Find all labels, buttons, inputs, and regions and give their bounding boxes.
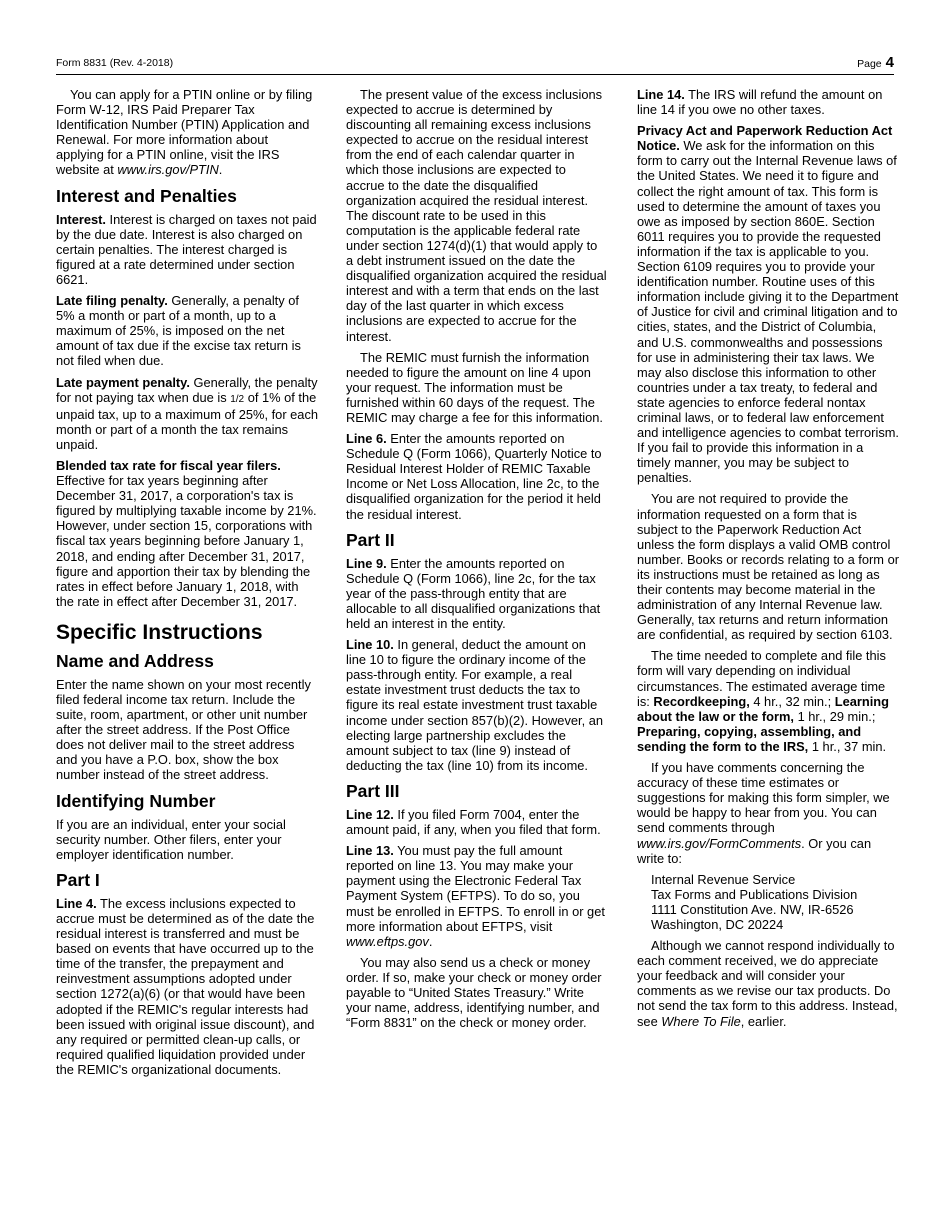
time-learning-value: 1 hr., 29 min.; bbox=[794, 708, 876, 724]
line-13-end: . bbox=[428, 933, 433, 949]
fraction-half: 1/2 bbox=[230, 393, 245, 405]
line-13-body: You must pay the full amount reported on line 13. You may make your payment using the Electronic Federal Tax Payment System (EFTPS). To do so, you must be enrolled in EFTPS. To enroll in or get more information about EFTPS, visit bbox=[346, 843, 605, 934]
comments-end: . Or you can write to: bbox=[637, 835, 872, 866]
blended-title: Blended tax rate for fiscal year filers. bbox=[56, 457, 281, 473]
closing-end: , earlier. bbox=[740, 1013, 787, 1029]
line-14-title: Line 14. bbox=[637, 87, 685, 102]
heading-name-address: Name and Address bbox=[56, 650, 214, 671]
line-12-paragraph bbox=[346, 807, 608, 837]
remic-paragraph: The REMIC must furnish the information needed to figure the amount on line 4 upon your request. The information must be furnished within 60 days of the request. The REMIC may charge a fee for this information. bbox=[346, 349, 603, 425]
check-paragraph: You may also send us a check or money order. If so, make your check or money order payable to “United States Treasury.” Write your name, address, identifying number, and “Form 8831” on the check or money order. bbox=[346, 954, 602, 1031]
form-comments-url: www.irs.gov/FormComments bbox=[637, 835, 802, 851]
line-12-body: If you filed Form 7004, enter the amount paid, if any, when you filed that form. bbox=[346, 806, 601, 838]
address-line-3: 1111 Constitution Ave. NW, IR-6526 bbox=[651, 901, 854, 917]
omb-paragraph: You are not required to provide the information requested on a form that is subject to the Paperwork Reduction Act unless the form displays a valid OMB control number. Books or records relating to a form or its instructions must be retained as long as their contents may become material in the administration of any Internal Revenue law. Generally, tax returns and return information are confidential, as required by section 6103. bbox=[637, 491, 899, 643]
eftps-url: www.eftps.gov bbox=[346, 933, 429, 949]
time-preparing-label: Preparing, copying, assembling, and sending the form to the IRS, bbox=[637, 723, 862, 754]
late-payment-body-2: of 1% of the unpaid tax, up to a maximum of 25%, for each month or part of a month the tax remains unpaid. bbox=[56, 389, 319, 452]
late-filing-paragraph bbox=[56, 293, 318, 368]
late-payment-body-1: Generally, the penalty for not paying tax when due is bbox=[56, 374, 318, 405]
closing-paragraph bbox=[637, 938, 899, 1029]
closing-body: Although we cannot respond individually to each comment received, we do appreciate your feedback and will consider your comments as we revise our tax products. Do not send the tax form to this address. Instead, see bbox=[637, 938, 898, 1029]
interest-body: Interest is charged on taxes not paid by the due date. Interest is also charged on certain penalties. The interest charged is figured at a rate determined under section 6621. bbox=[56, 211, 317, 287]
identifying-paragraph: If you are an individual, enter your social security number. Other filers, enter your employer identification number. bbox=[56, 816, 286, 862]
page-indicator bbox=[857, 54, 894, 71]
heading-part-2: Part II bbox=[346, 529, 395, 550]
page-label: Page bbox=[857, 58, 882, 70]
line-10-paragraph bbox=[346, 637, 608, 773]
column-3 bbox=[637, 87, 899, 1035]
time-estimate-paragraph bbox=[637, 648, 899, 754]
interest-paragraph bbox=[56, 212, 318, 287]
time-recordkeeping-label: Recordkeeping, bbox=[653, 693, 750, 709]
heading-identifying-number: Identifying Number bbox=[56, 790, 216, 811]
line-14-body: The IRS will refund the amount on line 14 if you owe no other taxes. bbox=[637, 87, 883, 118]
ptin-paragraph bbox=[56, 87, 318, 178]
address-line-2: Tax Forms and Publications Division bbox=[651, 886, 858, 902]
ptin-end: . bbox=[218, 162, 223, 178]
time-preparing-value: 1 hr., 37 min. bbox=[808, 738, 887, 754]
heading-part-1: Part I bbox=[56, 869, 100, 890]
comments-body: If you have comments concerning the accuracy of these time estimates or suggestions for making this form simpler, we would be happy to hear from you. You can send comments through bbox=[637, 760, 890, 836]
line-9-body: Enter the amounts reported on Schedule Q (Form 1066), line 2c, for the tax year of the pass-through entity that are allocable to all disqualified organizations that held an interest in the entity. bbox=[346, 555, 601, 631]
irs-address bbox=[651, 872, 899, 932]
where-to-file-ref: Where To File bbox=[661, 1013, 741, 1029]
time-intro: The time needed to complete and file this form will vary depending on individual circumstances. The estimated average time is: bbox=[637, 648, 886, 709]
line-9-title: Line 9. bbox=[346, 555, 387, 571]
line-10-body: In general, deduct the amount on line 10 to figure the ordinary income of the pass-through entity. For example, a real estate investment trust deducts the tax to figure its real estate investment trust taxable income under section 857(b)(2). However, an electing large partnership excludes the amount subject to tax (line 9) instead of deducting the tax (line 10) from its income. bbox=[346, 637, 604, 773]
privacy-title: Privacy Act and Paperwork Reduction Act Notice. bbox=[637, 123, 893, 154]
privacy-paragraph bbox=[637, 123, 899, 485]
line-6-paragraph bbox=[346, 431, 608, 522]
line-4-title: Line 4. bbox=[56, 895, 97, 911]
line-14-paragraph bbox=[637, 87, 899, 117]
ptin-text: You can apply for a PTIN online or by filing Form W-12, IRS Paid Preparer Tax Identification Number (PTIN) Application and Renewal. For more information about applying for a PTIN online, visit the IRS website at bbox=[56, 87, 313, 178]
late-payment-title: Late payment penalty. bbox=[56, 374, 190, 390]
name-address-paragraph: Enter the name shown on your most recently filed federal income tax return. Include the suite, room, apartment, or other unit number after the street address. If the Post Office does not deliver mail to the street address and you have a P.O. box, show the box number instead of the street address. bbox=[56, 676, 311, 783]
blended-body: Effective for tax years beginning after December 31, 2017, a corporation's tax is figured by multiplying taxable income by 21%. However, under section 15, corporations with fiscal tax years beginning before January 1, 2018, and ending after December 31, 2017, figure and apportion their tax by blending the rates in effect before January 1, 2018, with the rate in effect after December 31, 2017. bbox=[56, 473, 317, 609]
page-number: 4 bbox=[885, 54, 894, 71]
column-1 bbox=[56, 87, 318, 1083]
line-4-paragraph bbox=[56, 896, 318, 1077]
present-value-paragraph: The present value of the excess inclusions expected to accrue is determined by discounting all remaining excess inclusions expected to accrue on the residual interest from the end of each calendar quarter in which those inclusions are expected to accrue to the date the disqualified organization acquired the residual interest. The discount rate to be used in this computation is the applicable federal rate under section 1274(d)(1) that would apply to a debt instrument issued on the date the disqualified organization acquired the residual interest and with a term that ends on the last day of the last quarter in which excess inclusions are expected to accrue for the interest. bbox=[346, 87, 607, 344]
time-recordkeeping-value: 4 hr., 32 min.; bbox=[749, 693, 835, 709]
privacy-body: We ask for the information on this form to carry out the Internal Revenue laws of the United States. We need it to figure and collect the right amount of tax. This form is used to determine the amount of taxes you owe as imposed by section 860E. Section 6011 requires you to provide the requested information if the tax is applicable to you. Section 6109 requires you to provide your identification number. Routine uses of this information include giving it to the Department of Justice for civil and criminal litigation and to cities, states, and the District of Columbia, and U.S. commonwealths and possessions for use in administering their tax laws. We may also disclose this information to other countries under a tax treaty, to federal and state agencies to enforce federal nontax criminal laws, or to federal law enforcement and intelligence agencies to combat terrorism. If you fail to provide this information in a timely manner, you may be subject to penalties. bbox=[637, 138, 900, 486]
line-10-title: Line 10. bbox=[346, 637, 394, 653]
late-filing-title: Late filing penalty. bbox=[56, 293, 168, 309]
form-id: Form 8831 (Rev. 4-2018) bbox=[56, 57, 174, 69]
heading-part-3: Part III bbox=[346, 780, 400, 801]
line-13-paragraph bbox=[346, 843, 608, 949]
heading-specific-instructions: Specific Instructions bbox=[56, 620, 263, 644]
line-6-title: Line 6. bbox=[346, 431, 387, 447]
heading-interest-penalties: Interest and Penalties bbox=[56, 185, 237, 206]
late-payment-paragraph bbox=[56, 375, 318, 452]
line-13-title: Line 13. bbox=[346, 843, 394, 859]
address-line-1: Internal Revenue Service bbox=[651, 871, 796, 887]
address-line-4: Washington, DC 20224 bbox=[651, 916, 784, 932]
blended-rate-paragraph bbox=[56, 458, 318, 609]
line-4-body: The excess inclusions expected to accrue must be determined as of the date the residual interest is transferred and must be based on events that have occurred up to the time of the transfer, the prepayment and reinvestment assumptions adopted under section 1272(a)(6) (or that would have been adopted if the REMIC's regular interests had been issued with original issue discount), and any required or permitted clean-up calls, or required qualified liquidation provided under the REMIC's organizational documents. bbox=[56, 895, 315, 1077]
page-header bbox=[56, 54, 894, 75]
interest-title: Interest. bbox=[56, 211, 106, 227]
line-9-paragraph bbox=[346, 556, 608, 631]
ptin-url: www.irs.gov/PTIN bbox=[117, 162, 219, 178]
column-2 bbox=[346, 87, 608, 1036]
comments-paragraph bbox=[637, 760, 899, 866]
line-6-body: Enter the amounts reported on Schedule Q (Form 1066), Quarterly Notice to Residual Interest Holder of REMIC Taxable Income or Net Loss Allocation, line 2c, to the disqualified organization for the period it held the residual interest. bbox=[346, 431, 602, 522]
late-filing-body: Generally, a penalty of 5% a month or part of a month, up to a maximum of 25%, is imposed on the net amount of tax due if the excise tax return is not filed when due. bbox=[56, 293, 301, 369]
time-learning-label: Learning about the law or the form, bbox=[637, 693, 889, 724]
line-12-title: Line 12. bbox=[346, 806, 394, 822]
